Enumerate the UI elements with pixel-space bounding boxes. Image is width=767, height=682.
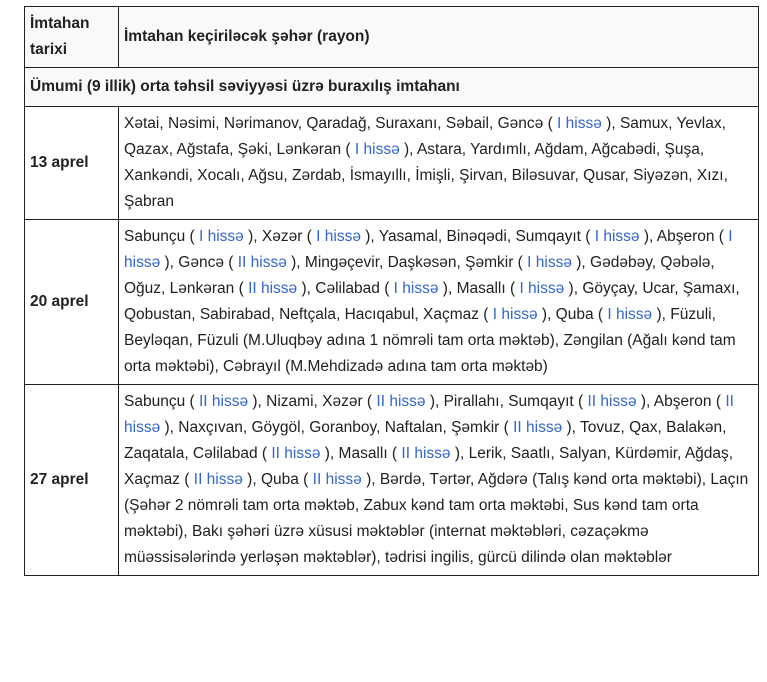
city-text: ), Mingəçevir, Daşkəsən, Şəmkir ( — [286, 254, 528, 271]
city-text: ), Naxçıvan, Göygöl, Goranboy, Naftalan, Şəmkir ( — [160, 419, 514, 436]
part-link[interactable]: II hissə — [248, 280, 298, 297]
part-link[interactable]: I hissə — [607, 306, 653, 323]
part-link[interactable]: I hissə — [316, 228, 361, 245]
part-link[interactable]: II hissə — [124, 393, 734, 436]
part-link[interactable]: I hissə — [519, 280, 565, 297]
exam-schedule-table — [24, 6, 759, 576]
table-row — [25, 107, 759, 220]
part-link[interactable]: I hissə — [198, 228, 244, 245]
city-text: ), Lerik, Saatlı, Salyan, Kürdəmir, Ağdaş, Xaçmaz ( — [124, 445, 734, 488]
table-row — [25, 220, 759, 385]
row-cities — [119, 220, 759, 385]
row-date: 13 aprel — [25, 107, 119, 220]
city-text: ), Quba ( — [242, 471, 313, 488]
row-cities — [119, 385, 759, 576]
part-link[interactable]: II hissə — [376, 393, 426, 410]
city-text: Xətai, Nəsimi, Nərimanov, Qaradağ, Suraxanı, Səbail, Gəncə ( — [124, 115, 558, 132]
part-link[interactable]: I hissə — [354, 141, 400, 158]
part-link[interactable]: II hissə — [312, 471, 362, 488]
part-link[interactable]: II hissə — [237, 254, 287, 271]
part-link[interactable]: I hissə — [557, 115, 602, 132]
city-text: ), Füzuli, Beyləqan, Füzuli (M.Uluqbəy adına 1 nömrəli tam orta məktəb), Zəngilan (Ağalı kənd tam orta məktəbi), Cəbrayıl (M.Mehdizadə adına tam orta məktəb) — [124, 306, 736, 375]
section-row — [25, 68, 759, 107]
city-text: ), Gəncə ( — [160, 254, 238, 271]
city-text: ), Abşeron ( — [636, 393, 726, 410]
row-cities — [119, 107, 759, 220]
city-text: ), Cəlilabad ( — [297, 280, 394, 297]
city-text: ), Quba ( — [537, 306, 608, 323]
section-title: Ümumi (9 illik) orta təhsil səviyyəsi üzrə buraxılış imtahanı — [25, 68, 759, 107]
city-text: ), Astara, Yardımlı, Ağdam, Ağcabədi, Şuşa, Xankəndi, Xocalı, Ağsu, Zərdab, İsmayıllı, İmişli, Şirvan, Biləsuvar, Qusar, Siyəzən, Xızı, Şabran — [124, 141, 728, 210]
part-link[interactable]: II hissə — [401, 445, 451, 462]
city-text: ), Gədəbəy, Qəbələ, Oğuz, Lənkəran ( — [124, 254, 715, 297]
city-text: Sabunçu ( — [124, 393, 199, 410]
table-row — [25, 385, 759, 576]
part-link[interactable]: II hissə — [198, 393, 249, 410]
city-text: Sabunçu ( — [124, 228, 199, 245]
city-text: ), Samux, Yevlax, Qazax, Ağstafa, Şəki, Lənkəran ( — [124, 115, 726, 158]
city-text: ), Xəzər ( — [243, 228, 317, 245]
part-link[interactable]: I hissə — [527, 254, 572, 271]
header-cities: İmtahan keçiriləcək şəhər (rayon) — [119, 7, 759, 68]
part-link[interactable]: II hissə — [271, 445, 321, 462]
part-link[interactable]: II hissə — [193, 471, 243, 488]
part-link[interactable]: II hissə — [587, 393, 637, 410]
city-text: ), Tovuz, Qax, Balakən, Zaqatala, Cəlilabad ( — [124, 419, 727, 462]
city-text: ), Göyçay, Ucar, Şamaxı, Qobustan, Sabirabad, Neftçala, Hacıqabul, Xaçmaz ( — [124, 280, 740, 323]
city-text: ), Nizami, Xəzər ( — [248, 393, 377, 410]
part-link[interactable]: I hissə — [393, 280, 439, 297]
row-date: 27 aprel — [25, 385, 119, 576]
city-text: ), Masallı ( — [438, 280, 520, 297]
city-text: ), Bərdə, Tərtər, Ağdərə (Talış kənd orta məktəbi), Laçın (Şəhər 2 nömrəli tam orta məktəb, Zabux kənd tam orta məktəbi, Sus kənd tam orta məktəbi), Bakı şəhəri üzrə xüsusi məktəblər (internat məktəbləri, cəzaçəkmə müəssisələrində yerləşən məktəblər), tədrisi ingilis, gürcü dilində olan məktəblər — [124, 471, 749, 566]
city-text: ), Yasamal, Binəqədi, Sumqayıt ( — [360, 228, 595, 245]
header-date: İmtahan tarixi — [25, 7, 119, 68]
part-link[interactable]: I hissə — [492, 306, 538, 323]
part-link[interactable]: I hissə — [594, 228, 640, 245]
part-link[interactable]: II hissə — [513, 419, 563, 436]
row-date: 20 aprel — [25, 220, 119, 385]
table-header-row — [25, 7, 759, 68]
city-text: ), Masallı ( — [320, 445, 402, 462]
city-text: ), Pirallahı, Sumqayıt ( — [425, 393, 588, 410]
city-text: ), Abşeron ( — [639, 228, 729, 245]
part-link[interactable]: I hissə — [124, 228, 733, 271]
